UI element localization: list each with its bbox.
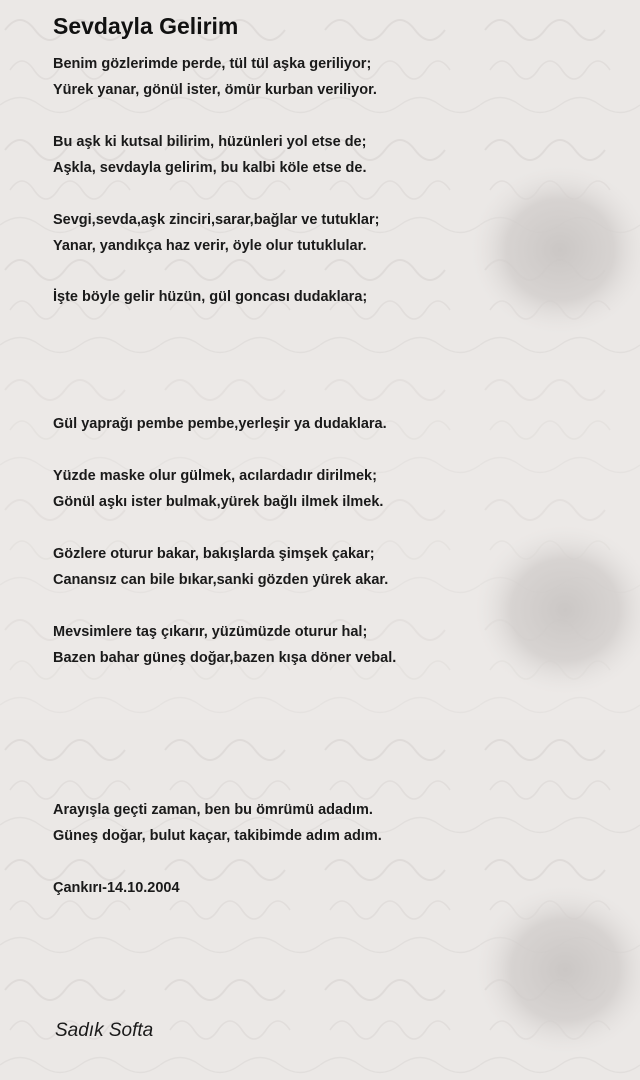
poem-line: Arayışla geçti zaman, ben bu ömrümü adadım. [53, 802, 373, 818]
poem-line: Benim gözlerimde perde, tül tül aşka geriliyor; [53, 56, 372, 72]
poem-line: Güneş doğar, bulut kaçar, takibimde adım adım. [53, 828, 382, 844]
poem-date: Çankırı-14.10.2004 [53, 880, 180, 896]
poem-line: Yürek yanar, gönül ister, ömür kurban veriliyor. [53, 82, 377, 98]
poem-line: Canansız can bile bıkar,sanki gözden yürek akar. [53, 572, 389, 588]
poem-title: Sevdayla Gelirim [53, 13, 239, 39]
poem-line: Bazen bahar güneş doğar,bazen kışa döner vebal. [53, 650, 397, 666]
poem-line: Aşkla, sevdayla gelirim, bu kalbi köle etse de. [53, 160, 367, 176]
poem-line: Yanar, yandıkça haz verir, öyle olur tutuklular. [53, 238, 367, 254]
poem-author: Sadık Softa [55, 1020, 154, 1041]
poem-line: Gönül aşkı ister bulmak,yürek bağlı ilmek ilmek. [53, 494, 384, 510]
poem-line: İşte böyle gelir hüzün, gül goncası dudaklara; [53, 289, 368, 305]
poem-line: Gözlere oturur bakar, bakışlarda şimşek çakar; [53, 546, 375, 562]
poem-line: Sevgi,sevda,aşk zinciri,sarar,bağlar ve tutuklar; [53, 212, 380, 228]
poem-line: Mevsimlere taş çıkarır, yüzümüzde oturur hal; [53, 624, 368, 640]
poem-line: Yüzde maske olur gülmek, acılardadır dirilmek; [53, 468, 377, 484]
poem-line: Gül yaprağı pembe pembe,yerleşir ya dudaklara. [53, 416, 387, 432]
poem-line: Bu aşk ki kutsal bilirim, hüzünleri yol etse de; [53, 134, 367, 150]
